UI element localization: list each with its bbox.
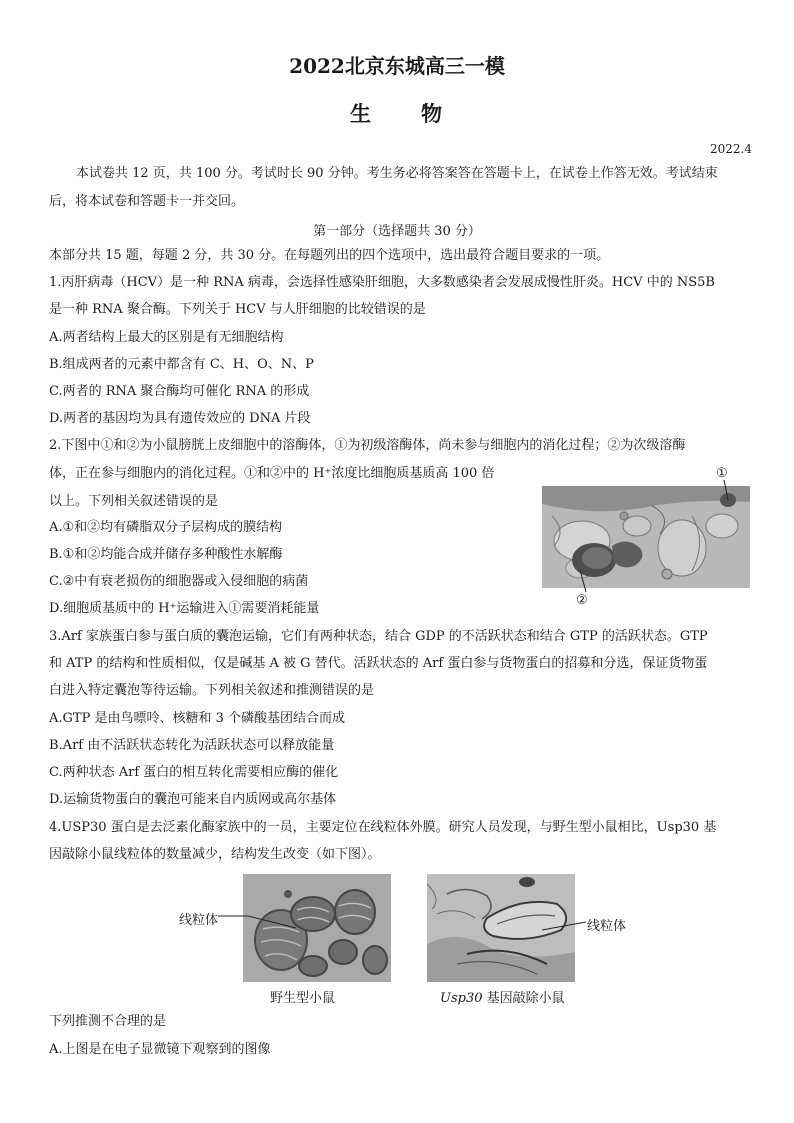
right-label-pointer <box>540 916 588 936</box>
q1-stem-2: 是一种 RNA 聚合酶。下列关于 HCV 与人肝细胞的比较错误的是 <box>49 302 426 317</box>
q4-ask: 下列推测不合理的是 <box>49 1014 167 1029</box>
q4-stem-1: 4.USP30 蛋白是去泛素化酶家族中的一员，主要定位在线粒体外膜。研究人员发现，与野生型小鼠相比，Usp30 基 <box>49 820 717 835</box>
label-2-pointer <box>578 570 592 594</box>
subject-char-1: 生 <box>350 101 373 126</box>
caption-knockout <box>440 987 565 1006</box>
intro-line-1: 本试卷共 12 页，共 100 分。考试时长 90 分钟。考生务必将答案答在答题卡上，在试卷上作答无效。考试结束 <box>76 166 718 181</box>
q3-stem-2: 和 ATP 的结构和性质相似，仅是碱基 A 被 G 替代。活跃状态的 Arf 蛋白参与货物蛋白的招募和分选，保证货物蛋 <box>49 656 708 671</box>
caption-wildtype: 野生型小鼠 <box>270 991 336 1006</box>
q2-option-d: D.细胞质基质中的 H⁺运输进入①需要消耗能量 <box>49 601 320 616</box>
q3-stem-1: 3.Arf 家族蛋白参与蛋白质的囊泡运输，它们有两种状态，结合 GDP 的不活跃状态和结合 GTP 的活跃状态。GTP <box>49 629 708 644</box>
figure-label-1: ① <box>716 466 728 481</box>
q2-option-b: B.①和②均能合成并储存多种酸性水解酶 <box>49 547 283 562</box>
q1-option-d: D.两者的基因均为具有遗传效应的 DNA 片段 <box>49 411 311 426</box>
q3-option-c: C.两种状态 Arf 蛋白的相互转化需要相应酶的催化 <box>49 765 339 780</box>
q3-stem-3: 白进入特定囊泡等待运输。下列相关叙述和推测错误的是 <box>49 683 375 698</box>
q3-option-b: B.Arf 由不活跃状态转化为活跃状态可以释放能量 <box>49 738 335 753</box>
q2-stem-2: 体，正在参与细胞内的消化过程。①和②中的 H⁺浓度比细胞质基质高 100 倍 <box>49 466 495 481</box>
q2-option-c: C.②中有衰老损伤的细胞器或入侵细胞的病菌 <box>49 574 309 589</box>
q1-option-a: A.两者结构上最大的区别是有无细胞结构 <box>49 330 284 345</box>
label-1-pointer <box>720 480 732 502</box>
q2-stem-1: 2.下图中①和②为小鼠膀胱上皮细胞中的溶酶体，①为初级溶酶体，尚未参与细胞内的消化过程；②为次级溶酶 <box>49 438 686 453</box>
mitochondria-label-right: 线粒体 <box>587 919 627 934</box>
mitochondria-label-left: 线粒体 <box>179 913 219 928</box>
q4-option-a: A.上图是在电子显微镜下观察到的图像 <box>49 1042 271 1057</box>
left-label-pointer <box>218 910 298 934</box>
intro-line-2: 后，将本试卷和答题卡一并交回。 <box>49 194 245 209</box>
part1-instruction: 本部分共 15 题，每题 2 分，共 30 分。在每题列出的四个选项中，选出最符合题目要求的一项。 <box>49 248 610 263</box>
q1-option-b: B.组成两者的元素中都含有 C、H、O、N、P <box>49 357 314 372</box>
q1-option-c: C.两者的 RNA 聚合酶均可催化 RNA 的形成 <box>49 384 310 399</box>
q2-option-a: A.①和②均有磷脂双分子层构成的膜结构 <box>49 520 283 535</box>
caption-knockout-rest: 基因敲除小鼠 <box>482 991 565 1006</box>
page-title: 2022北京东城高三一模 <box>289 54 505 78</box>
exam-date: 2022.4 <box>710 142 752 156</box>
subject-title <box>0 98 794 128</box>
part1-heading: 第一部分（选择题共 30 分） <box>313 224 481 239</box>
subject-char-2: 物 <box>421 101 444 126</box>
q4-stem-2: 因敲除小鼠线粒体的数量减少，结构发生改变（如下图）。 <box>49 847 381 862</box>
q2-stem-3: 以上。下列相关叙述错误的是 <box>49 494 219 509</box>
lysosome-micrograph <box>542 486 750 588</box>
q3-option-d: D.运输货物蛋白的囊泡可能来自内质网或高尔基体 <box>49 792 337 807</box>
figure-label-2: ② <box>576 593 588 608</box>
q3-option-a: A.GTP 是由鸟嘌呤、核糖和 3 个磷酸基团结合而成 <box>49 711 345 726</box>
q1-stem-1: 1.丙肝病毒（HCV）是一种 RNA 病毒，会选择性感染肝细胞，大多数感染者会发展成慢性肝炎。HCV 中的 NS5B <box>49 275 715 290</box>
caption-knockout-gene: Usp30 <box>440 991 483 1006</box>
